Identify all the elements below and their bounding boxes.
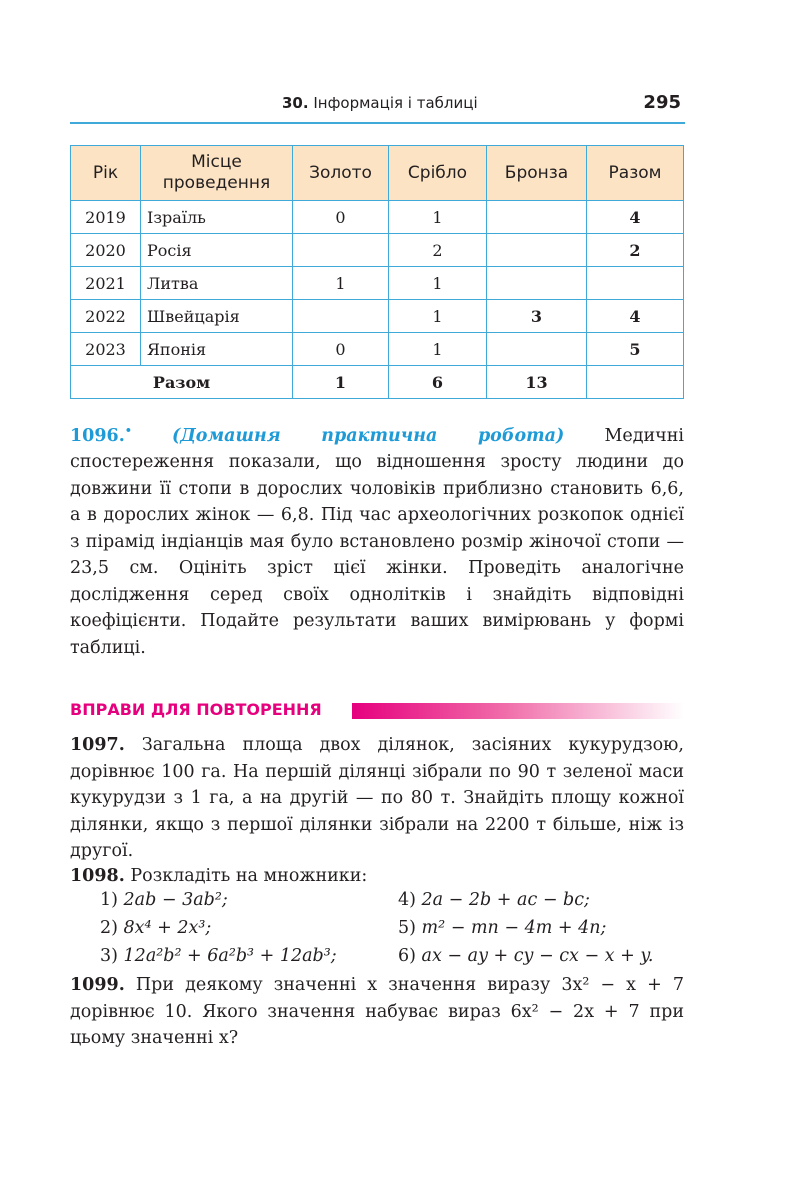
- list-item: [100, 886, 680, 914]
- col-silver-header: Срібло: [389, 146, 487, 201]
- difficulty-marker: •: [124, 424, 132, 437]
- exercise-text: При деякому значенні x значення виразу 3x² − x + 7 дорівнює 10. Якого значення набуває вираз 6x² − 2x + 7 при цьому значенні x?: [70, 975, 684, 1048]
- col-bronze-header: Бронза: [487, 146, 587, 201]
- gold-cell: 0: [293, 201, 389, 234]
- place-cell: Ізраїль: [141, 201, 293, 234]
- col-gold-header: Золото: [293, 146, 389, 201]
- exercise-number: 1098.: [70, 866, 125, 886]
- place-cell: Литва: [141, 267, 293, 300]
- exercise-1097: [70, 732, 684, 865]
- list-item: [100, 942, 680, 970]
- total-cell: 5: [587, 333, 684, 366]
- bronze-total-cell: 13: [487, 366, 587, 399]
- table-total-row: [71, 366, 684, 399]
- year-cell: 2022: [71, 300, 141, 333]
- total-cell: 2: [587, 234, 684, 267]
- running-title: [282, 94, 478, 112]
- silver-cell: 1: [389, 267, 487, 300]
- total-cell: 4: [587, 201, 684, 234]
- exercise-number: 1096.: [70, 425, 125, 446]
- list-item-left: 3) 12a²b² + 6a²b³ + 12ab³;: [100, 946, 337, 966]
- section-heading: [70, 698, 684, 724]
- exercise-number: 1099.: [70, 975, 125, 995]
- gold-total-cell: 1: [293, 366, 389, 399]
- list-item-right: 5) m² − mn − 4m + 4n;: [398, 918, 607, 938]
- section-heading-bar: [352, 703, 684, 719]
- silver-cell: 1: [389, 300, 487, 333]
- section-title: Інформація і таблиці: [313, 94, 478, 112]
- gold-cell: [293, 234, 389, 267]
- gold-cell: [293, 300, 389, 333]
- year-cell: 2020: [71, 234, 141, 267]
- gold-cell: 0: [293, 333, 389, 366]
- year-cell: 2019: [71, 201, 141, 234]
- bronze-cell: [487, 201, 587, 234]
- page-number: 295: [643, 92, 681, 113]
- table-row: [71, 300, 684, 333]
- year-cell: 2021: [71, 267, 141, 300]
- medals-table: [70, 145, 684, 399]
- silver-cell: 1: [389, 201, 487, 234]
- list-item-right: 6) ax − ay + cy − cx − x + y.: [398, 946, 654, 966]
- bronze-cell: [487, 234, 587, 267]
- exercise-text: Медичні спостереження показали, що відношення зросту людини до довжини її стопи в дорослих чоловіків приблизно становить 6,6, а в дорослих жінок — 6,8. Під час археологічних розкопок однієї з пірамід індіанців мая було встановлено розмір жіночої стопи — 23,5 см. Оцініть зріст цієї жінки. Проведіть аналогічне дослідження серед своїх однолітків і знайдіть відповідні коефіцієнти. Подайте результати ваших вимірювань у формі таблиці.: [70, 425, 684, 658]
- total-cell: [587, 267, 684, 300]
- place-cell: Японія: [141, 333, 293, 366]
- bronze-cell: [487, 267, 587, 300]
- silver-cell: 1: [389, 333, 487, 366]
- factor-list: [100, 886, 680, 970]
- year-cell: 2023: [71, 333, 141, 366]
- col-total-header: Разом: [587, 146, 684, 201]
- gold-cell: 1: [293, 267, 389, 300]
- exercise-1099: [70, 972, 684, 1052]
- list-item-left: 1) 2ab − 3ab²;: [100, 890, 228, 910]
- silver-cell: 2: [389, 234, 487, 267]
- col-year-header: Рік: [71, 146, 141, 201]
- col-place-header: Місце проведення: [141, 146, 293, 201]
- grand-total-cell: [587, 366, 684, 399]
- exercise-1096: [70, 418, 684, 661]
- exercise-text: Загальна площа двох ділянок, засіяних кукурудзою, дорівнює 100 га. На першій ділянці зібрали по 90 т зеленої маси кукурудзи з 1 га, а на другій — по 80 т. Знайдіть площу кожної ділянки, якщо з першої ділянки зібрали на 2200 т більше, ніж із другої.: [70, 735, 684, 861]
- table-row: [71, 234, 684, 267]
- exercise-subtitle: (Домашня практична робота): [171, 425, 565, 446]
- section-heading-label: ВПРАВИ ДЛЯ ПОВТОРЕННЯ: [70, 700, 322, 719]
- place-cell: Швейцарія: [141, 300, 293, 333]
- silver-total-cell: 6: [389, 366, 487, 399]
- bronze-cell: [487, 333, 587, 366]
- page-header: [70, 92, 685, 124]
- list-item-left: 2) 8x⁴ + 2x³;: [100, 918, 212, 938]
- section-number: 30.: [282, 94, 309, 112]
- bronze-cell: 3: [487, 300, 587, 333]
- exercise-number: 1097.: [70, 735, 125, 755]
- table-row: [71, 201, 684, 234]
- total-cell: 4: [587, 300, 684, 333]
- list-item-right: 4) 2a − 2b + ac − bc;: [398, 890, 590, 910]
- exercise-text: Розкладіть на множники:: [130, 866, 368, 886]
- place-cell: Росія: [141, 234, 293, 267]
- table-row: [71, 267, 684, 300]
- list-item: [100, 914, 680, 942]
- table-row: [71, 333, 684, 366]
- total-label-cell: Разом: [71, 366, 293, 399]
- table-header-row: [71, 146, 684, 201]
